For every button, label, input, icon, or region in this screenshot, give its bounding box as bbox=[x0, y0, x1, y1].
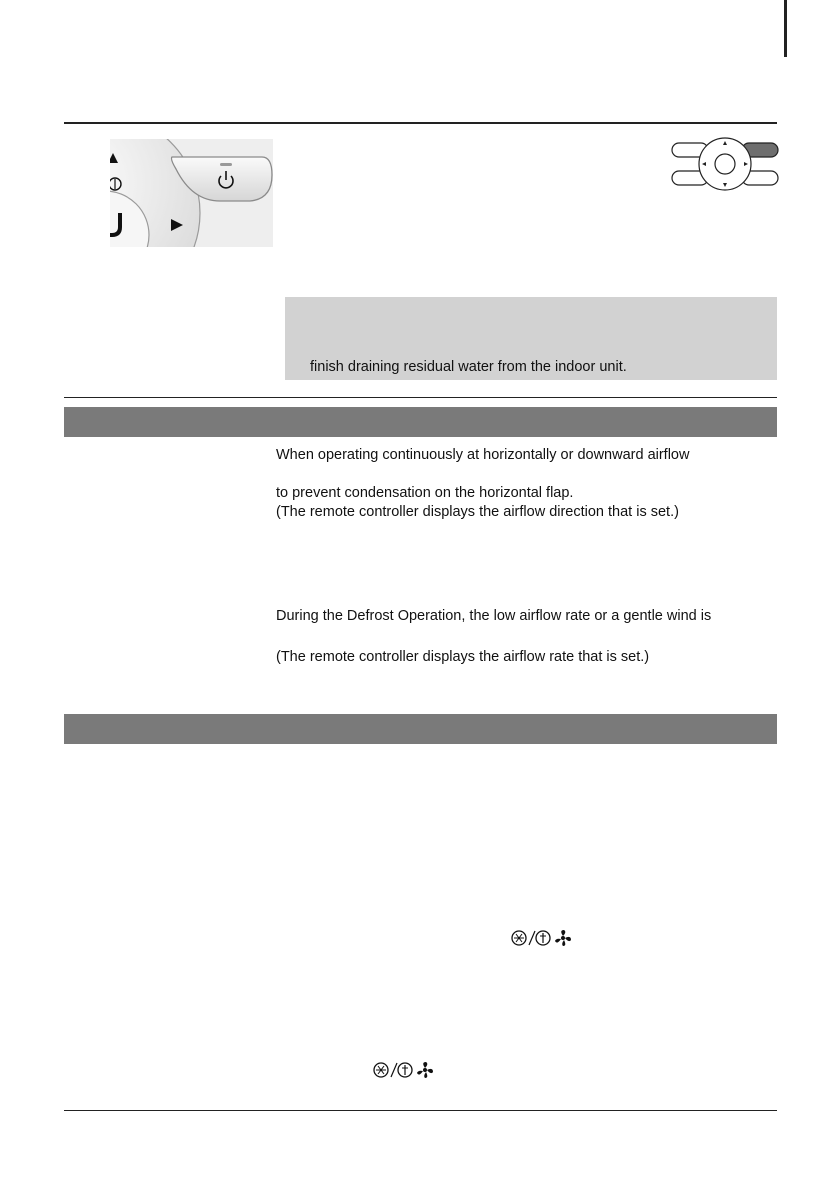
fan-icon bbox=[417, 1062, 433, 1078]
snowflake-icon bbox=[512, 931, 526, 945]
remote-controller-drawing bbox=[110, 139, 273, 247]
paragraph-line: (The remote controller displays the airflow direction that is set.) bbox=[276, 504, 679, 520]
paragraph-line: to prevent condensation on the horizontal flap. bbox=[276, 485, 574, 501]
fan-icon bbox=[555, 930, 571, 946]
dry-icon bbox=[536, 931, 550, 945]
snowflake-icon bbox=[374, 1063, 388, 1077]
paragraph-line: (The remote controller displays the airflow rate that is set.) bbox=[276, 649, 650, 665]
top-rule bbox=[64, 122, 777, 124]
bottom-rule bbox=[64, 1110, 777, 1111]
mode-icon-group bbox=[373, 1061, 443, 1079]
note-box bbox=[285, 297, 777, 380]
paragraph-line: When operating continuously at horizontally or downward airflow bbox=[276, 447, 690, 463]
dry-icon bbox=[398, 1063, 412, 1077]
section-header-bar-2 bbox=[64, 714, 777, 744]
middle-rule bbox=[64, 397, 777, 398]
remote-controller-illustration bbox=[110, 139, 273, 247]
paragraph-line: During the Defrost Operation, the low airflow rate or a gentle wind is bbox=[276, 608, 712, 624]
page-edge-bar bbox=[784, 0, 787, 57]
note-text: finish draining residual water from the indoor unit. bbox=[310, 359, 627, 375]
remote-button-layout-diagram bbox=[670, 137, 780, 191]
section-header-bar-1 bbox=[64, 407, 777, 437]
mode-icon-group bbox=[511, 929, 581, 947]
